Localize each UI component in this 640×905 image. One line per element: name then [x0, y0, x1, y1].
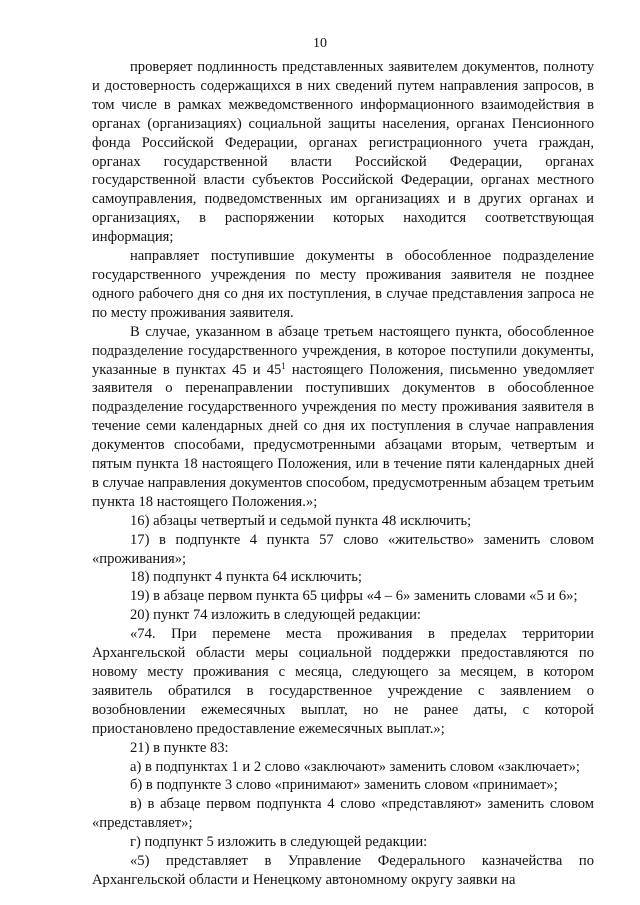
paragraph-forwards-documents: направляет поступившие документы в обособленное подразделение государственного учреждения по месту проживания заявителя не позднее одного рабочего дня со дня их поступления, в случае представления запроса не по месту проживания заявителя. — [92, 248, 594, 321]
item-21: 21) в пункте 83: — [130, 739, 229, 756]
paragraph-checks-documents: проверяет подлинность представленных заявителем документов, полноту и достоверность содержащихся в них сведений путем направления запросов, в том числе в рамках межведомственного информационного взаимодействия в органах (организациях) социальной защиты населения, органах Пенсионного фонда Российской Федерации, органах регистрационного учета граждан, органах государственной власти Российской Федерации, органах государственной власти субъектов Российской Федерации, органах местного самоуправления, подведомственных им организациях и в других органах и организациях, в распоряжении которых находится соответствующая информация; — [92, 59, 594, 246]
paragraph-notification-part1: В случае, указанном в абзаце третьем настоящего пункта, обособленное подразделение государственного учреждения, в которое поступили документы, указанные в пунктах 45 и 45 — [92, 323, 594, 378]
document-body — [92, 58, 594, 890]
item-5-text: «5) представляет в Управление Федерального казначейства по Архангельской области и Ненецкому автономному округу заявки на — [92, 853, 594, 888]
item-74-text: «74. При перемене места проживания в пределах территории Архангельской области меры социальной поддержки предоставляются по новому месту проживания с месяца, следующего за месяцем, в котором заявитель обратился в государственное учреждение с заявлением о возобновлении ежемесячных выплат, но не ранее даты, с которой приостановлено предоставление ежемесячных выплат.»; — [92, 626, 594, 737]
item-21-g: г) подпункт 5 изложить в следующей редакции: — [130, 834, 428, 851]
item-21-b: б) в подпункте 3 слово «принимают» заменить словом «принимает»; — [130, 777, 558, 794]
item-16: 16) абзацы четвертый и седьмой пункта 48 исключить; — [130, 512, 472, 529]
paragraph-notification-part2: настоящего Положения, письменно уведомляет заявителя о перенаправлении поступивших документов в обособленное подразделение государственного учреждения по месту проживания заявителя в течение семи календарных дней со дня их поступления в случае направления документов способами, предусмотренными абзацами вторым, четвертым и пятым пункта 18 настоящего Положения, или в течение пяти календарных дней в случае направления документов способом, предусмотренным абзацем третьим пункта 18 настоящего Положения.»; — [92, 361, 594, 510]
paragraph-notification — [92, 323, 594, 512]
item-20: 20) пункт 74 изложить в следующей редакции: — [130, 607, 421, 624]
item-21-a: а) в подпунктах 1 и 2 слово «заключают» заменить словом «заключает»; — [130, 758, 580, 775]
item-19: 19) в абзаце первом пункта 65 цифры «4 – 6» заменить словами «5 и 6»; — [130, 588, 578, 605]
page-number: 10 — [313, 36, 327, 51]
item-17: 17) в подпункте 4 пункта 57 слово «жительство» заменить словом «проживания»; — [92, 531, 594, 567]
item-18: 18) подпункт 4 пункта 64 исключить; — [130, 569, 362, 586]
superscript-index: 1 — [281, 360, 286, 371]
item-21-v: в) в абзаце первом подпункта 4 слово «представляют» заменить словом «представляет»; — [92, 796, 594, 832]
